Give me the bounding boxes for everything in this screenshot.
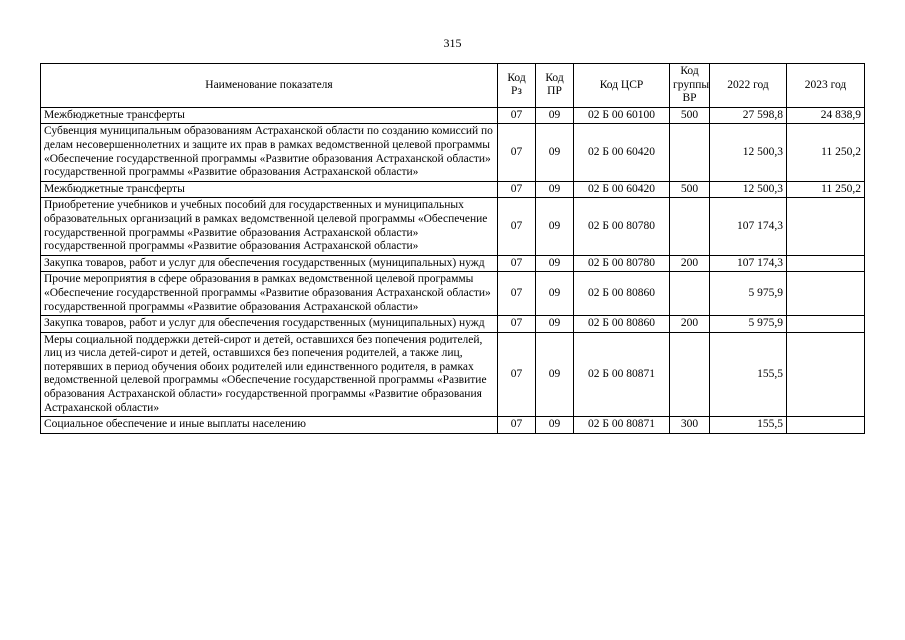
row-rz: 07 <box>498 255 536 272</box>
row-pr: 09 <box>536 107 574 124</box>
row-vr: 300 <box>670 417 710 434</box>
header-csr: Код ЦСР <box>574 64 670 108</box>
row-vr <box>670 198 710 255</box>
row-rz: 07 <box>498 124 536 181</box>
row-2023 <box>787 316 865 333</box>
table-header-row <box>41 64 865 108</box>
table-row <box>41 181 865 198</box>
table-row <box>41 332 865 417</box>
row-rz: 07 <box>498 316 536 333</box>
row-vr: 500 <box>670 181 710 198</box>
table-row <box>41 316 865 333</box>
row-vr: 200 <box>670 316 710 333</box>
row-name: Закупка товаров, работ и услуг для обеспечения государственных (муниципальных) нужд <box>41 316 498 333</box>
row-2022: 12 500,3 <box>710 181 787 198</box>
row-csr: 02 Б 00 80780 <box>574 255 670 272</box>
row-2022: 5 975,9 <box>710 316 787 333</box>
table-row <box>41 198 865 255</box>
row-pr: 09 <box>536 417 574 434</box>
row-csr: 02 Б 00 80860 <box>574 316 670 333</box>
row-rz: 07 <box>498 198 536 255</box>
row-rz: 07 <box>498 417 536 434</box>
row-csr: 02 Б 00 80871 <box>574 332 670 417</box>
row-csr: 02 Б 00 60100 <box>574 107 670 124</box>
row-csr: 02 Б 00 80860 <box>574 272 670 316</box>
row-2023 <box>787 198 865 255</box>
row-rz: 07 <box>498 181 536 198</box>
header-2023: 2023 год <box>787 64 865 108</box>
page-number: 315 <box>443 36 462 50</box>
row-pr: 09 <box>536 272 574 316</box>
row-pr: 09 <box>536 124 574 181</box>
row-vr: 200 <box>670 255 710 272</box>
table-row <box>41 107 865 124</box>
row-vr: 500 <box>670 107 710 124</box>
table-row <box>41 124 865 181</box>
header-pr: Код ПР <box>536 64 574 108</box>
row-vr <box>670 124 710 181</box>
row-2022: 5 975,9 <box>710 272 787 316</box>
row-2023: 11 250,2 <box>787 181 865 198</box>
table-row <box>41 272 865 316</box>
row-2022: 155,5 <box>710 332 787 417</box>
row-name: Закупка товаров, работ и услуг для обеспечения государственных (муниципальных) нужд <box>41 255 498 272</box>
row-2022: 107 174,3 <box>710 255 787 272</box>
row-csr: 02 Б 00 80871 <box>574 417 670 434</box>
row-csr: 02 Б 00 80780 <box>574 198 670 255</box>
budget-table <box>40 63 865 434</box>
table-row <box>41 417 865 434</box>
row-vr <box>670 332 710 417</box>
row-2022: 27 598,8 <box>710 107 787 124</box>
table-row <box>41 255 865 272</box>
row-name: Прочие мероприятия в сфере образования в рамках ведомственной целевой программы «Обеспечение государственной программы «Развитие образования Астраханской области» государственной программы «Развитие образования Астраханской области» <box>41 272 498 316</box>
row-name: Приобретение учебников и учебных пособий для государственных и муниципальных образовательных организаций в рамках ведомственной целевой программы «Обеспечение государственной программы «Развитие образования Астраханской области» государственной программы «Развитие образования Астраханской области» <box>41 198 498 255</box>
row-2023 <box>787 417 865 434</box>
row-name: Межбюджетные трансферты <box>41 181 498 198</box>
row-csr: 02 Б 00 60420 <box>574 181 670 198</box>
row-pr: 09 <box>536 198 574 255</box>
row-rz: 07 <box>498 272 536 316</box>
row-2023 <box>787 332 865 417</box>
row-name: Социальное обеспечение и иные выплаты населению <box>41 417 498 434</box>
row-pr: 09 <box>536 316 574 333</box>
row-pr: 09 <box>536 255 574 272</box>
header-2022: 2022 год <box>710 64 787 108</box>
row-rz: 07 <box>498 107 536 124</box>
row-2023 <box>787 255 865 272</box>
row-name: Субвенция муниципальным образованиям Астраханской области по созданию комиссий по делам несовершеннолетних и защите их прав в рамках ведомственной целевой программы «Обеспечение государственной программы «Развитие образования Астраханской области» государственной программы «Развитие образования Астраханской области» <box>41 124 498 181</box>
row-2022: 107 174,3 <box>710 198 787 255</box>
row-pr: 09 <box>536 181 574 198</box>
header-name: Наименование показателя <box>41 64 498 108</box>
row-vr <box>670 272 710 316</box>
header-rz: Код Рз <box>498 64 536 108</box>
row-csr: 02 Б 00 60420 <box>574 124 670 181</box>
header-vr: Код группы ВР <box>670 64 710 108</box>
row-2023: 24 838,9 <box>787 107 865 124</box>
row-pr: 09 <box>536 332 574 417</box>
row-name: Меры социальной поддержки детей-сирот и детей, оставшихся без попечения родителей, лиц из числа детей-сирот и детей, оставшихся без попечения родителей, а также лиц, потерявших в период обучения обоих родителей или единственного родителя, в рамках ведомственной целевой программы «Обеспечение государственной программы «Развитие образования Астраханской области» государственной программы «Развитие образования Астраханской области» <box>41 332 498 417</box>
row-rz: 07 <box>498 332 536 417</box>
row-2023 <box>787 272 865 316</box>
row-2023: 11 250,2 <box>787 124 865 181</box>
row-2022: 12 500,3 <box>710 124 787 181</box>
row-2022: 155,5 <box>710 417 787 434</box>
row-name: Межбюджетные трансферты <box>41 107 498 124</box>
